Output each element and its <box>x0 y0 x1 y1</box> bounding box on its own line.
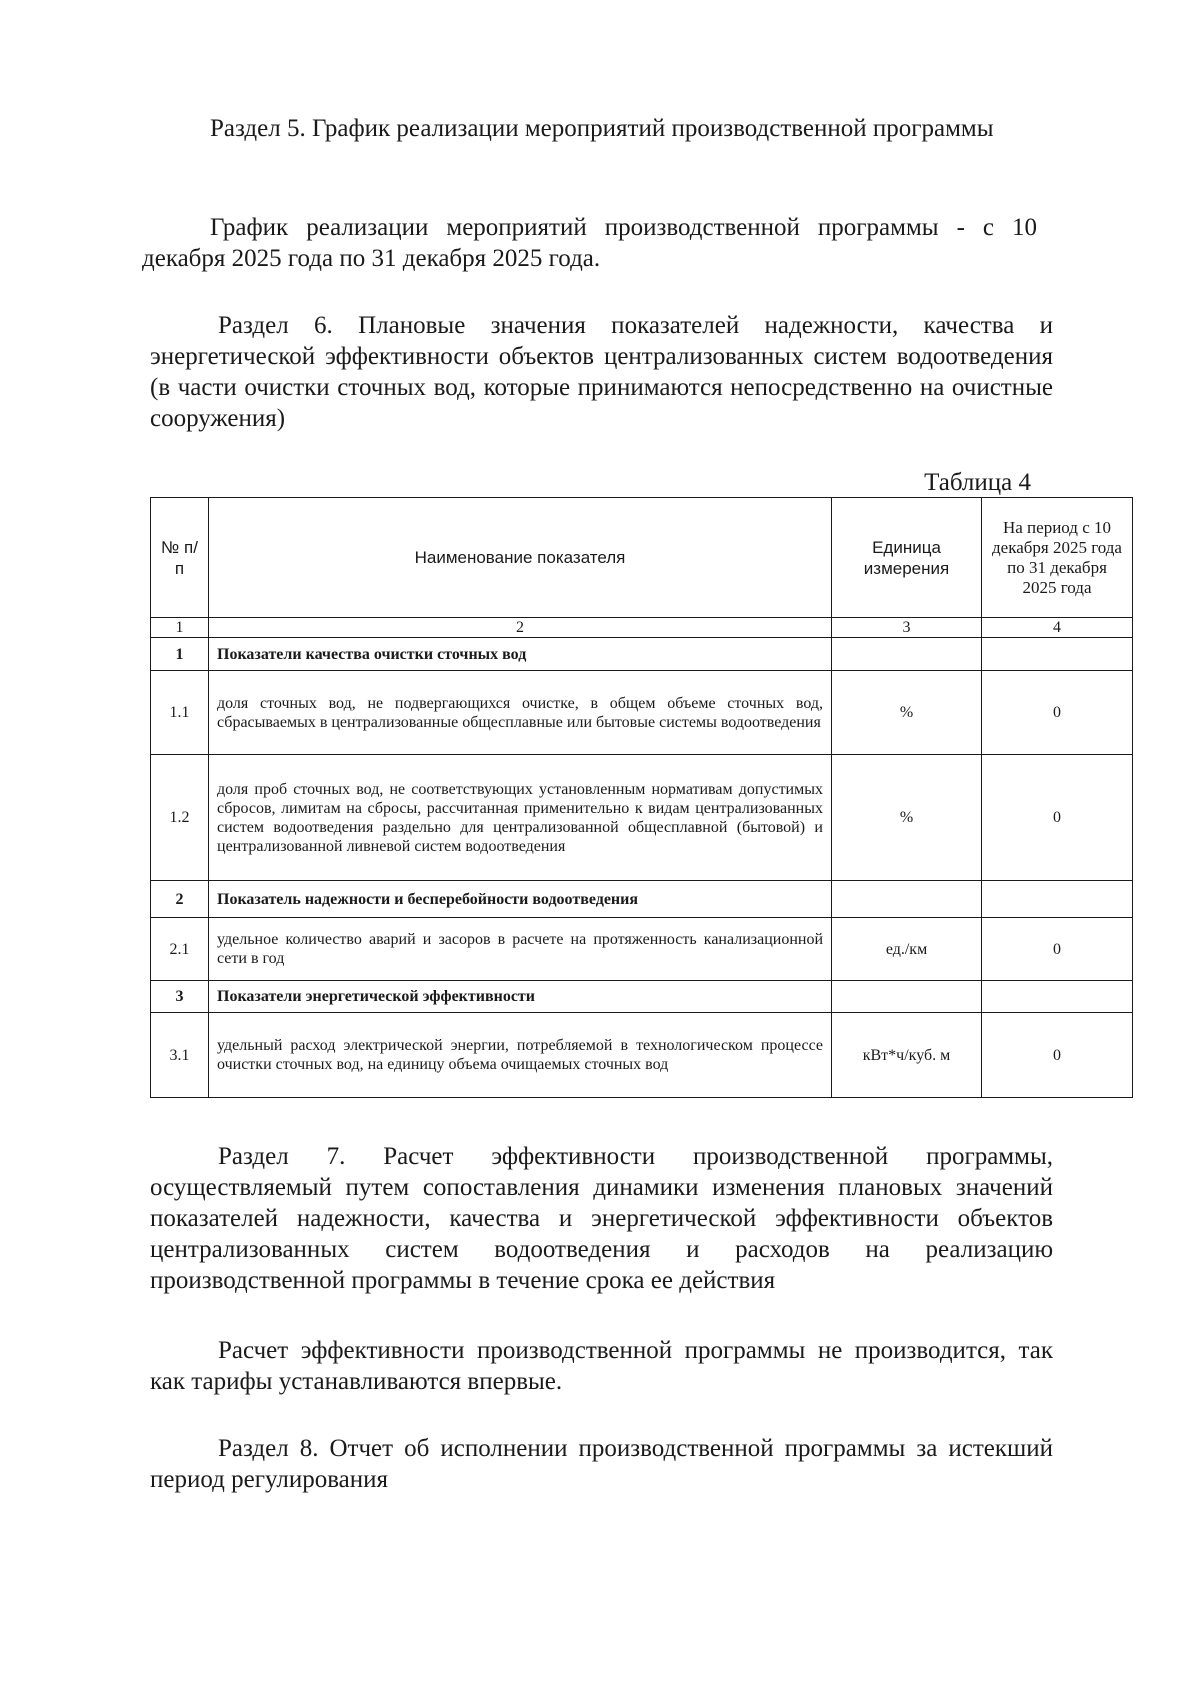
table-header-row <box>151 498 1133 618</box>
row-num: 3 <box>151 981 209 1013</box>
col-number: 4 <box>982 618 1133 638</box>
table-row <box>151 671 1133 755</box>
table-row <box>151 918 1133 981</box>
row-name: удельное количество аварий и засоров в расчете на протяженность канализационной сети в год <box>209 918 832 981</box>
row-value: 0 <box>982 1013 1133 1098</box>
row-value: 0 <box>982 918 1133 981</box>
row-num: 2.1 <box>151 918 209 981</box>
table-row <box>151 638 1133 671</box>
header-period: На период с 10 декабря 2025 года по 31 декабря 2025 года <box>982 498 1133 618</box>
header-num: № п/п <box>151 498 209 618</box>
row-num: 1.2 <box>151 755 209 881</box>
header-name: Наименование показателя <box>209 498 832 618</box>
table-row <box>151 755 1133 881</box>
row-value <box>982 881 1133 918</box>
row-value <box>982 638 1133 671</box>
row-unit <box>832 981 982 1013</box>
row-unit: ед./км <box>832 918 982 981</box>
table-caption: Таблица 4 <box>924 469 1031 496</box>
table-row <box>151 981 1133 1013</box>
row-name: удельный расход электрической энергии, потребляемой в технологическом процессе очистки сточных вод, на единицу объема очищаемых сточных вод <box>209 1013 832 1098</box>
row-name: Показатель надежности и бесперебойности водоотведения <box>209 881 832 918</box>
row-unit <box>832 881 982 918</box>
row-unit: % <box>832 671 982 755</box>
row-name: Показатели энергетической эффективности <box>209 981 832 1013</box>
section5-heading: Раздел 5. График реализации мероприятий производственной программы <box>210 115 994 142</box>
row-name: доля проб сточных вод, не соответствующих установленным нормативам допустимых сбросов, лимитам на сбросы, рассчитанная применительно к видам централизованных систем водоотведения раздельно для централизованной общесплавной (бытовой) и централизованной ливневой систем водоотведения <box>209 755 832 881</box>
row-num: 1 <box>151 638 209 671</box>
table-row <box>151 881 1133 918</box>
row-unit <box>832 638 982 671</box>
col-number: 2 <box>209 618 832 638</box>
row-unit: % <box>832 755 982 881</box>
header-unit: Единица измерения <box>832 498 982 618</box>
col-number: 3 <box>832 618 982 638</box>
column-number-row <box>151 618 1133 638</box>
row-value: 0 <box>982 671 1133 755</box>
col-number: 1 <box>151 618 209 638</box>
section8-heading: Раздел 8. Отчет об исполнении производственной программы за истекший период регулирования <box>150 1435 1053 1493</box>
row-value <box>982 981 1133 1013</box>
row-name: доля сточных вод, не подвергающихся очистке, в общем объеме сточных вод, сбрасываемых в централизованные общесплавные или бытовые системы водоотведения <box>209 671 832 755</box>
row-name: Показатели качества очистки сточных вод <box>209 638 832 671</box>
table-row <box>151 1013 1133 1098</box>
row-value: 0 <box>982 755 1133 881</box>
row-num: 2 <box>151 881 209 918</box>
indicators-table <box>150 497 1133 1098</box>
section5-schedule-text: График реализации мероприятий производственной программы - с 10 декабря 2025 года по 31 декабря 2025 года. <box>142 214 1037 272</box>
row-num: 3.1 <box>151 1013 209 1098</box>
section7-heading: Раздел 7. Расчет эффективности производственной программы, осуществляемый путем сопоставления динамики изменения плановых значений показателей надежности, качества и энергетической эффективности объектов централизованных систем водоотведения и расходов на реализацию производственной программы в течение срока ее действия <box>150 1143 1053 1294</box>
section6-heading: Раздел 6. Плановые значения показателей надежности, качества и энергетической эффективности объектов централизованных систем водоотведения (в части очистки сточных вод, которые принимаются непосредственно на очистные сооружения) <box>150 312 1053 432</box>
section7-text: Расчет эффективности производственной программы не производится, так как тарифы устанавливаются впервые. <box>150 1337 1053 1395</box>
row-unit: кВт*ч/куб. м <box>832 1013 982 1098</box>
row-num: 1.1 <box>151 671 209 755</box>
